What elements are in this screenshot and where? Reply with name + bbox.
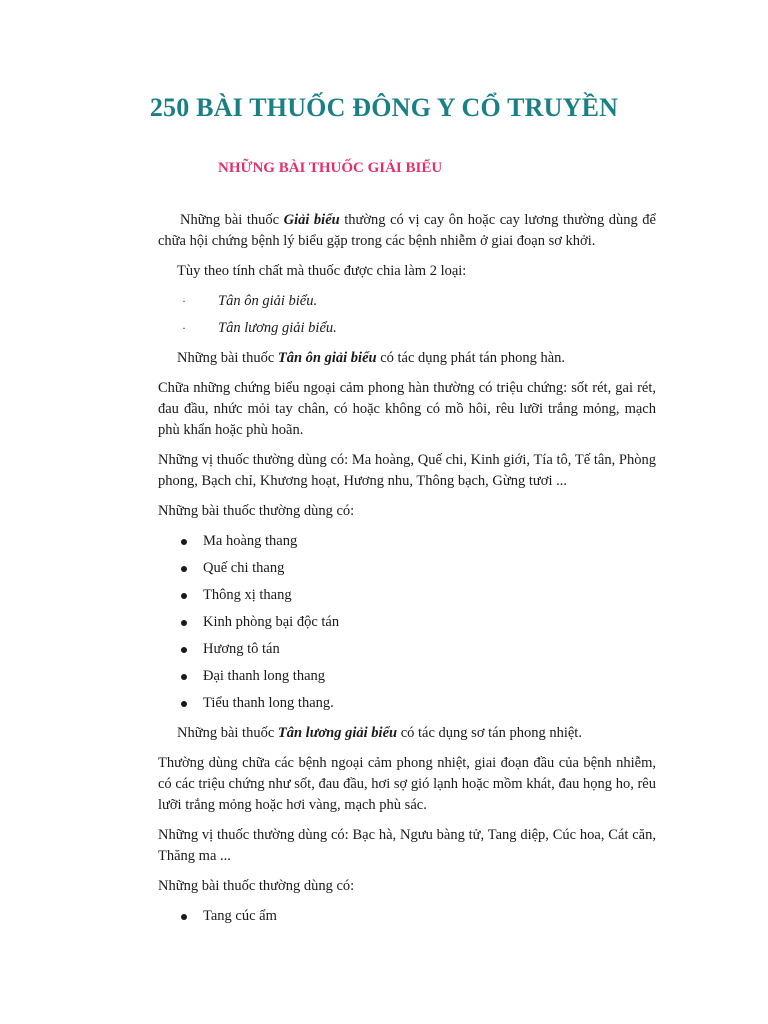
tan-luong-intro-rest: có tác dụng sơ tán phong nhiệt. <box>397 725 582 741</box>
bullet-dot-icon <box>181 539 187 545</box>
tan-on-intro-rest: có tác dụng phát tán phong hàn. <box>376 350 566 366</box>
section-title: NHỮNG BÀI THUỐC GIẢI BIỂU <box>218 160 443 176</box>
page-title: 250 BÀI THUỐC ĐÔNG Y CỔ TRUYỀN <box>149 93 619 122</box>
bullet-mark: · <box>182 294 186 308</box>
type-label: Tân ôn giải biểu. <box>218 293 318 309</box>
remedy-name: Ma hoàng thang <box>203 533 298 549</box>
bullet-dot-icon <box>181 593 187 599</box>
tan-on-remedies-label: Những bài thuốc thường dùng có: <box>158 503 355 519</box>
tan-luong-remedy-list <box>158 903 656 930</box>
bullet-dot-icon <box>181 914 187 920</box>
tan-on-remedy-list <box>158 528 656 717</box>
intro-paragraph <box>158 210 656 252</box>
list-item <box>158 663 656 690</box>
list-item <box>158 582 656 609</box>
intro-bold-term: Giải biểu <box>283 212 340 228</box>
tan-luong-symptoms: Thường dùng chữa các bệnh ngoại cảm phong nhiệt, giai đoạn đầu của bệnh nhiễm, có các triệu chứng như sốt, đau đầu, hơi sợ gió lạnh hoặc mồm khát, đau họng ho, rêu lưỡi trắng mỏng hoặc hơi vàng, mạch phù sác. <box>158 755 656 813</box>
tan-on-intro <box>158 348 656 369</box>
bullet-dot-icon <box>181 620 187 626</box>
tan-luong-remedies-label: Những bài thuốc thường dùng có: <box>158 878 355 894</box>
intro-text: Những bài thuốc <box>180 212 284 228</box>
type-item <box>158 288 656 315</box>
bullet-mark: · <box>182 321 186 335</box>
document-body <box>158 210 656 930</box>
tan-on-bold-term: Tân ôn giải biểu <box>277 350 377 366</box>
bullet-dot-icon <box>181 674 187 680</box>
remedy-name: Tang cúc ẩm <box>203 908 277 924</box>
remedy-name: Quế chi thang <box>203 560 285 576</box>
remedy-name: Tiểu thanh long thang. <box>203 695 334 711</box>
remedy-name: Đại thanh long thang <box>203 668 326 684</box>
bullet-dot-icon <box>181 647 187 653</box>
tan-on-intro-text: Những bài thuốc <box>177 350 278 366</box>
remedy-name: Hương tô tán <box>203 641 280 657</box>
type-item <box>158 315 656 342</box>
list-item <box>158 636 656 663</box>
list-item <box>158 903 656 930</box>
tan-luong-bold-term: Tân lương giải biểu <box>277 725 398 741</box>
list-item <box>158 609 656 636</box>
type-list <box>158 288 656 342</box>
list-item <box>158 555 656 582</box>
bullet-dot-icon <box>181 566 187 572</box>
tan-on-symptoms: Chữa những chứng biểu ngoại cảm phong hàn thường có triệu chứng: sốt rét, gai rét, đau đầu, nhức mỏi tay chân, có hoặc không có mồ hôi, rêu lưỡi trắng mỏng, mạch phù khẩn hoặc phù hoãn. <box>158 380 656 438</box>
list-item <box>158 528 656 555</box>
tan-luong-intro <box>158 723 656 744</box>
intro-text-rest: thường có vị cay ôn hoặc cay lương thường dùng để chữa hội chứng bệnh lý biểu gặp trong các bệnh nhiễm ở giai đoạn sơ khởi. <box>158 212 656 249</box>
bullet-dot-icon <box>181 701 187 707</box>
tan-luong-herbs: Những vị thuốc thường dùng có: Bạc hà, Ngưu bàng tử, Tang diệp, Cúc hoa, Cát căn, Thăng ma ... <box>158 827 656 864</box>
type-label: Tân lương giải biểu. <box>218 320 337 336</box>
tan-luong-intro-text: Những bài thuốc <box>177 725 278 741</box>
tan-on-herbs: Những vị thuốc thường dùng có: Ma hoàng, Quế chi, Kinh giới, Tía tô, Tế tân, Phòng phong, Bạch chỉ, Khương hoạt, Hương nhu, Thông bạch, Gừng tươi ... <box>158 452 656 489</box>
remedy-name: Kinh phòng bại độc tán <box>203 614 340 630</box>
classification-paragraph: Tùy theo tính chất mà thuốc được chia làm 2 loại: <box>177 263 467 279</box>
remedy-name: Thông xị thang <box>203 587 292 603</box>
list-item <box>158 690 656 717</box>
